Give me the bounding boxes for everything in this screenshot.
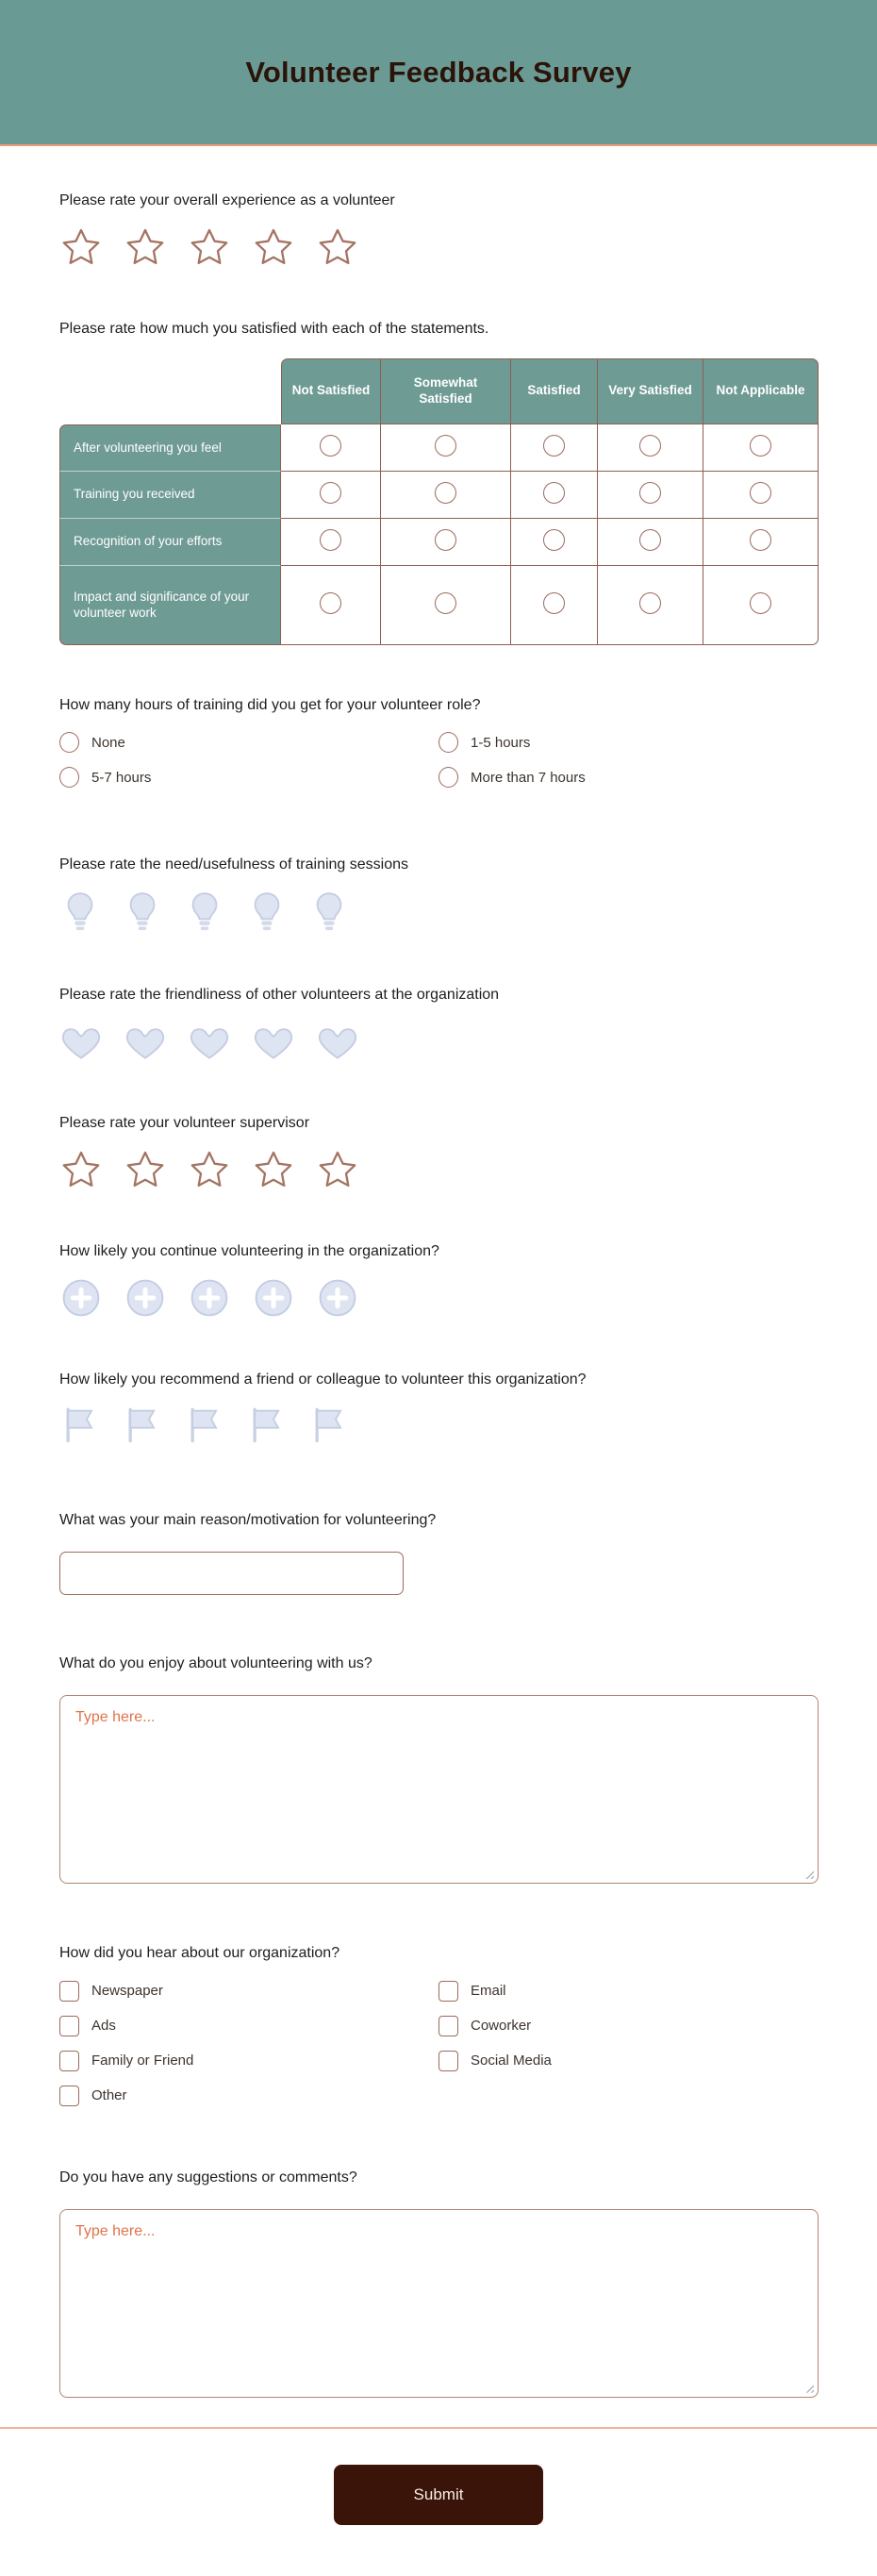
star-icon[interactable]: [188, 1148, 231, 1191]
matrix-row-label: Training you received: [59, 472, 281, 519]
matrix-radio[interactable]: [639, 529, 661, 551]
option-label: More than 7 hours: [471, 769, 586, 786]
form-body: [0, 191, 877, 2398]
checkbox-icon[interactable]: [59, 1981, 79, 2002]
star-icon[interactable]: [59, 1148, 103, 1191]
radio-more-than-7-hours[interactable]: [438, 767, 819, 788]
question-label: Please rate your overall experience as a volunteer: [59, 192, 395, 208]
matrix-radio[interactable]: [320, 529, 341, 551]
heart-icon[interactable]: [252, 1020, 295, 1063]
checkbox-email[interactable]: [438, 1981, 819, 2002]
checkbox-family-or-friend[interactable]: [59, 2051, 438, 2071]
question-label: Please rate your volunteer supervisor: [59, 1114, 310, 1131]
option-label: Email: [471, 1983, 506, 2000]
plus-circle-rating: [59, 1276, 819, 1320]
question-enjoy: [59, 1654, 819, 1884]
radio-1-5-hours[interactable]: [438, 732, 819, 753]
option-label: Family or Friend: [91, 2052, 194, 2069]
question-label: How likely you continue volunteering in the organization?: [59, 1242, 439, 1259]
plus-circle-icon[interactable]: [59, 1276, 103, 1320]
question-satisfaction-matrix: [59, 320, 819, 645]
question-continue-volunteering: [59, 1242, 819, 1320]
star-icon[interactable]: [316, 1148, 359, 1191]
matrix-radio[interactable]: [320, 592, 341, 614]
enjoy-textarea[interactable]: [59, 1695, 819, 1884]
motivation-input[interactable]: [59, 1552, 404, 1595]
heart-icon[interactable]: [59, 1020, 103, 1063]
question-suggestions: [59, 2169, 819, 2398]
question-supervisor: [59, 1114, 819, 1191]
matrix-radio[interactable]: [639, 435, 661, 457]
flag-icon[interactable]: [246, 1404, 288, 1445]
matrix-radio[interactable]: [543, 529, 565, 551]
star-rating: [59, 1148, 819, 1191]
submit-row: [0, 2465, 877, 2568]
question-overall-experience: [59, 191, 819, 269]
matrix-column-header: Very Satisfied: [598, 358, 703, 424]
matrix-row-label: Recognition of your efforts: [59, 519, 281, 566]
checkbox-icon[interactable]: [438, 2051, 458, 2071]
matrix-radio[interactable]: [435, 592, 456, 614]
radio-group-training-hours: [59, 732, 819, 788]
question-hear-about: [59, 1944, 819, 2106]
question-label: Please rate the need/usefulness of training sessions: [59, 856, 409, 873]
checkbox-ads[interactable]: [59, 2016, 438, 2036]
matrix-header-row: [59, 358, 819, 424]
footer-divider: [0, 2427, 877, 2429]
question-label: How did you hear about our organization?: [59, 1944, 340, 1961]
star-icon[interactable]: [124, 1148, 167, 1191]
checkbox-icon[interactable]: [59, 2051, 79, 2071]
matrix-radio[interactable]: [543, 592, 565, 614]
star-icon[interactable]: [59, 225, 103, 269]
flag-icon[interactable]: [122, 1404, 163, 1445]
matrix-radio[interactable]: [320, 482, 341, 504]
lightbulb-icon[interactable]: [308, 889, 350, 935]
matrix-row-label: Impact and significance of your volunteer work: [59, 566, 281, 645]
question-label: How likely you recommend a friend or colleague to volunteer this organization?: [59, 1371, 587, 1388]
option-label: Other: [91, 2087, 127, 2104]
plus-circle-icon[interactable]: [252, 1276, 295, 1320]
lightbulb-rating: [59, 889, 819, 935]
submit-button[interactable]: Submit: [334, 2465, 543, 2525]
matrix-radio[interactable]: [750, 592, 771, 614]
plus-circle-icon[interactable]: [316, 1276, 359, 1320]
matrix-corner-cell: [59, 358, 281, 424]
option-label: Newspaper: [91, 1983, 163, 2000]
lightbulb-icon[interactable]: [122, 889, 163, 935]
heart-icon[interactable]: [188, 1020, 231, 1063]
matrix-radio[interactable]: [320, 435, 341, 457]
satisfaction-matrix-table: [59, 358, 819, 645]
matrix-column-header: Not Applicable: [703, 358, 819, 424]
flag-icon[interactable]: [59, 1404, 101, 1445]
matrix-radio[interactable]: [750, 435, 771, 457]
star-icon[interactable]: [252, 225, 295, 269]
suggestions-textarea[interactable]: [59, 2209, 819, 2398]
option-label: Ads: [91, 2018, 116, 2035]
matrix-row-0: [59, 424, 819, 472]
checkbox-newspaper[interactable]: [59, 1981, 438, 2002]
heart-icon[interactable]: [124, 1020, 167, 1063]
matrix-column-header: Somewhat Satisfied: [381, 358, 511, 424]
form-header: [0, 0, 877, 146]
flag-icon[interactable]: [184, 1404, 225, 1445]
question-label: How many hours of training did you get for your volunteer role?: [59, 696, 481, 713]
matrix-column-header: Satisfied: [511, 358, 598, 424]
question-label: Please rate how much you satisfied with each of the statements.: [59, 320, 489, 337]
checkbox-icon[interactable]: [59, 2016, 79, 2036]
question-recommend: [59, 1371, 819, 1446]
matrix-column-header: Not Satisfied: [281, 358, 381, 424]
star-icon[interactable]: [316, 225, 359, 269]
matrix-radio[interactable]: [543, 435, 565, 457]
radio-icon[interactable]: [59, 732, 79, 753]
matrix-radio[interactable]: [750, 482, 771, 504]
matrix-radio[interactable]: [639, 592, 661, 614]
flag-rating: [59, 1404, 819, 1445]
option-label: Coworker: [471, 2018, 532, 2035]
checkbox-icon[interactable]: [438, 1981, 458, 2002]
radio-icon[interactable]: [438, 767, 458, 788]
star-rating: [59, 225, 819, 269]
checkbox-other[interactable]: [59, 2086, 438, 2106]
textarea-wrapper: [59, 2209, 819, 2398]
lightbulb-icon[interactable]: [246, 889, 288, 935]
question-label: What do you enjoy about volunteering with us?: [59, 1655, 372, 1672]
heart-icon[interactable]: [316, 1020, 359, 1063]
plus-circle-icon[interactable]: [188, 1276, 231, 1320]
form-title: Volunteer Feedback Survey: [245, 55, 632, 89]
matrix-row-1: [59, 472, 819, 519]
textarea-wrapper: [59, 1695, 819, 1884]
matrix-radio[interactable]: [435, 529, 456, 551]
question-motivation: [59, 1511, 819, 1595]
star-icon[interactable]: [252, 1148, 295, 1191]
star-icon[interactable]: [124, 225, 167, 269]
checkbox-social-media[interactable]: [438, 2051, 819, 2071]
question-friendliness: [59, 986, 819, 1063]
star-icon[interactable]: [188, 225, 231, 269]
checkbox-icon[interactable]: [59, 2086, 79, 2106]
radio-none[interactable]: [59, 732, 438, 753]
question-label: Please rate the friendliness of other volunteers at the organization: [59, 987, 500, 1004]
option-label: 1-5 hours: [471, 734, 531, 751]
radio-5-7-hours[interactable]: [59, 767, 438, 788]
matrix-row-2: [59, 519, 819, 566]
question-label: Do you have any suggestions or comments?: [59, 2169, 357, 2185]
checkbox-coworker[interactable]: [438, 2016, 819, 2036]
checkbox-icon[interactable]: [438, 2016, 458, 2036]
question-label: What was your main reason/motivation for volunteering?: [59, 1512, 437, 1529]
matrix-radio[interactable]: [750, 529, 771, 551]
heart-rating: [59, 1020, 819, 1063]
matrix-radio[interactable]: [543, 482, 565, 504]
matrix-row-label: After volunteering you feel: [59, 424, 281, 472]
checkbox-group-hear-about: [59, 1981, 819, 2106]
matrix-radio[interactable]: [639, 482, 661, 504]
plus-circle-icon[interactable]: [124, 1276, 167, 1320]
radio-icon[interactable]: [438, 732, 458, 753]
flag-icon[interactable]: [308, 1404, 350, 1445]
question-training-hours: [59, 696, 819, 789]
matrix-row-3: [59, 566, 819, 645]
lightbulb-icon[interactable]: [184, 889, 225, 935]
option-label: Social Media: [471, 2052, 552, 2069]
matrix-radio[interactable]: [435, 482, 456, 504]
radio-icon[interactable]: [59, 767, 79, 788]
option-label: 5-7 hours: [91, 769, 152, 786]
lightbulb-icon[interactable]: [59, 889, 101, 935]
question-training-usefulness: [59, 856, 819, 935]
matrix-radio[interactable]: [435, 435, 456, 457]
option-label: None: [91, 734, 125, 751]
